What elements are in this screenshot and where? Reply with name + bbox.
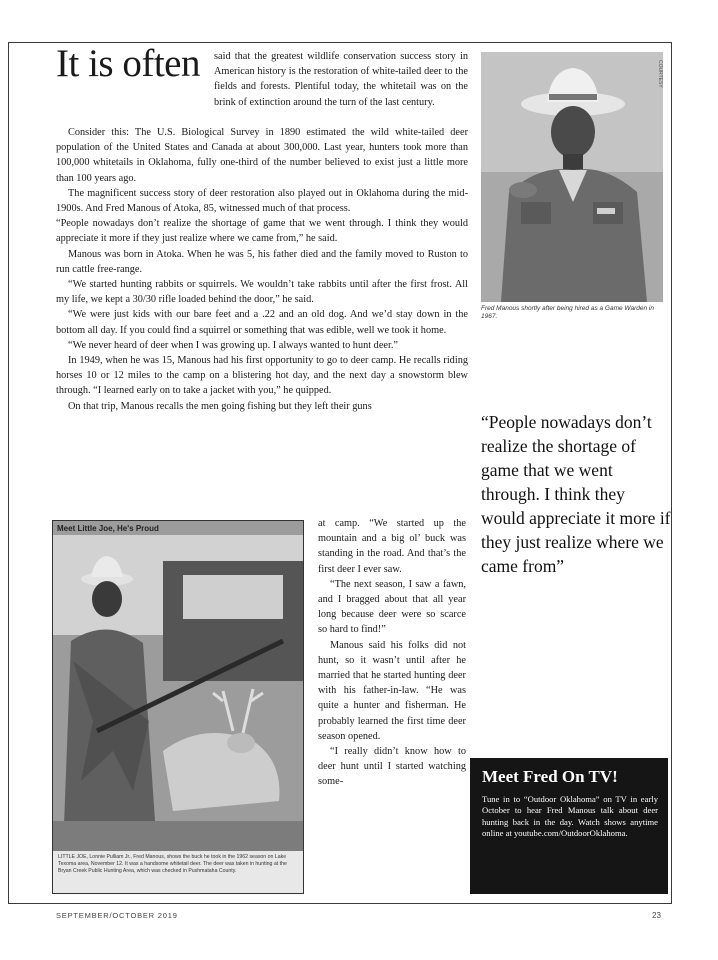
portrait-caption: Fred Manous shortly after being hired as a Game Warden in 1967.: [481, 305, 654, 320]
fred-manous-portrait-photo: [481, 52, 663, 302]
clipping-headline: Meet Little Joe, He's Proud: [57, 524, 159, 533]
body-paragraph: In 1949, when he was 15, Manous had his first opportunity to go to deer camp. He recalls riding horses 10 or 12 miles to the camp on a blistering hot day, and the next day a snowstorm blew through. “I learned early on to take a jacket with you,” he quipped.: [56, 355, 468, 397]
tv-promo-title: Meet Fred On TV!: [482, 767, 618, 786]
page-number: 23: [652, 911, 661, 920]
body-paragraph: Consider this: The U.S. Biological Survey in 1890 estimated the wild white-tailed deer population of the United States and Canada at about 300,000. Last year, hunters took more than 100,000 whitetails in Oklahoma, fully one-third of the number believed to exist just a little more than 100 years ago.: [56, 127, 468, 184]
body-paragraph: “People nowadays don’t realize the shortage of game that we went through. I think they would appreciate it more if they just realize where we came from,” he said.: [56, 218, 468, 245]
tv-promo-body: Tune in to “Outdoor Oklahoma” on TV in early October to hear Fred Manous talk about deer hunting back in the day. Watch shows anytime online at youtube.com/OutdoorOklahoma.: [482, 794, 658, 839]
portrait-illustration: [481, 52, 663, 302]
hunter-with-deer-illustration: [53, 521, 304, 894]
body-paragraph: at camp. “We started up the mountain and a big ol’ buck was standing in the road. And that’s the first deer I ever saw.: [318, 518, 466, 575]
body-paragraph: Manous was born in Atoka. When he was 5, his father died and the family moved to Ruston to run cattle free-range.: [56, 248, 468, 275]
body-paragraph: “I really didn’t know how to deer hunt until I started watching some-: [318, 746, 466, 788]
body-paragraph: Manous said his folks did not hunt, so it wasn’t until after he married that he started hunting deer with his father-in-law. “He was quite a hunter and fisherman. He probably learned the first time deer season opened.: [318, 639, 466, 742]
body-paragraph: On that trip, Manous recalls the men going fishing but they left their guns: [68, 400, 372, 412]
photo-credit: COURTESY: [657, 60, 663, 88]
tv-promo-box: [470, 758, 668, 894]
lead-rest: said that the greatest wildlife conservation success story in American history is the restoration of white-tailed deer to the fields and forests. Plentiful today, the whitetail was on the brink of extinction around the turn of the last century.: [214, 51, 468, 108]
body-paragraph: “We never heard of deer when I was growing up. I always wanted to hunt deer.”: [68, 339, 398, 351]
article-body-narrow-column: [318, 516, 466, 790]
article-lead-paragraph: [56, 49, 468, 110]
body-paragraph: “We started hunting rabbits or squirrels. We wouldn’t take rabbits until after the first frost. All my life, we kept a 30/30 rifle loaded behind the door,” he said.: [56, 279, 468, 306]
lead-dropcap-text: It is often: [56, 42, 200, 85]
clipping-caption: LITTLE JOE, Lonnie Pulliam Jr., Fred Manous, shows the buck he took in the 1962 season on Lake Texoma area, November 12. It was a handsome whitetail deer. The deer was taken in hunting at the Bryan Creek Public Hunting Area, which was checked in Pushmataha County.: [53, 851, 303, 893]
body-paragraph: The magnificent success story of deer restoration also played out in Oklahoma during the mid-1900s. And Fred Manous of Atoka, 85, witnessed much of that process.: [56, 187, 468, 215]
body-paragraph: “The next season, I saw a fawn, and I bragged about that all year long because deer were so scarce so hard to find!”: [318, 578, 466, 636]
issue-date: SEPTEMBER/OCTOBER 2019: [56, 911, 178, 920]
body-paragraph: “We were just kids with our bare feet and a .22 and an old dog. And we’d stay down in the bottom all day. If you could find a squirrel or something that was edible, well we took it home.: [56, 309, 468, 336]
newspaper-clipping-photo: [52, 520, 304, 894]
pull-quote: “People nowadays don’t realize the shortage of game that we went through. I think they would appreciate it more if they just realize where we came from”: [481, 412, 671, 576]
article-body-upper: [56, 125, 468, 414]
